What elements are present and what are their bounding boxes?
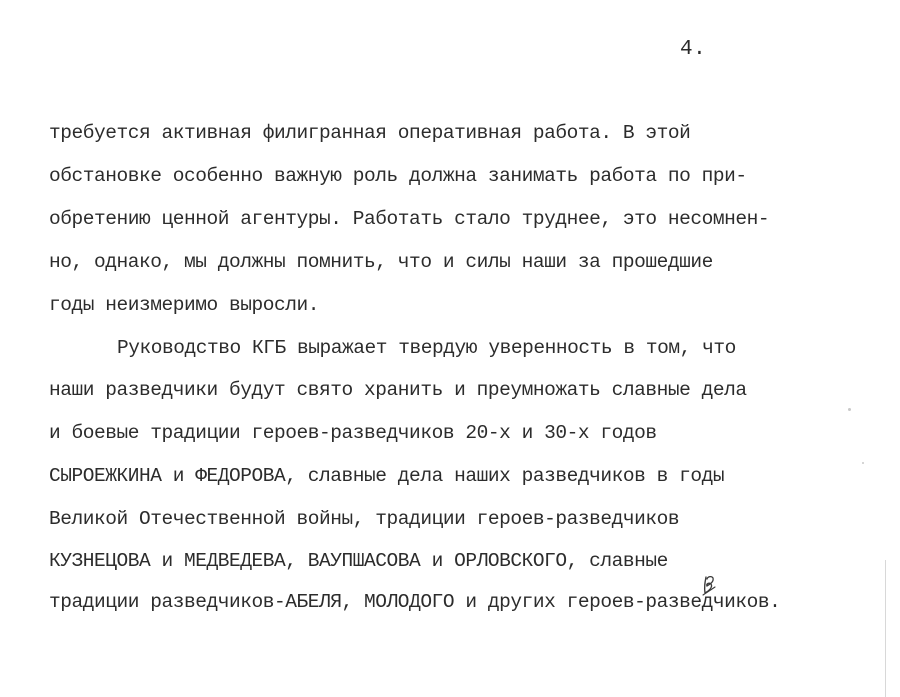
text-line-12: традиции разведчиков-АБЕЛЯ, МОЛОДОГО и других героев-разведчиков. [49, 591, 781, 613]
text-line-4: но, однако, мы должны помнить, что и силы наши за прошедшие [49, 251, 713, 273]
text-line-9: СЫРОЕЖКИНА и ФЕДОРОВА, славные дела наших разведчиков в годы [49, 465, 725, 487]
paper-speck [862, 462, 864, 464]
text-line-10: Великой Отечественной войны, традиции героев-разведчиков [49, 508, 680, 530]
handwritten-correction-mark [697, 573, 723, 599]
text-line-8: и боевые традиции героев-разведчиков 20-х и 30-х годов [49, 422, 657, 444]
text-line-5: годы неизмеримо выросли. [49, 294, 320, 316]
scan-edge-shadow [885, 560, 886, 697]
text-line-3: обретению ценной агентуры. Работать стало труднее, это несомнен- [49, 208, 770, 230]
text-line-7: наши разведчики будут свято хранить и преумножать славные дела [49, 379, 747, 401]
text-line-6: Руководство КГБ выражает твердую уверенность в том, что [117, 337, 736, 359]
text-line-1: требуется активная филигранная оперативная работа. В этой [49, 122, 691, 144]
text-line-11: КУЗНЕЦОВА и МЕДВЕДЕВА, ВАУПШАСОВА и ОРЛОВСКОГО, славные [49, 550, 668, 572]
text-line-2: обстановке особенно важную роль должна занимать работа по при- [49, 165, 747, 187]
paper-speck [848, 408, 851, 411]
page-number: 4. [680, 38, 707, 61]
